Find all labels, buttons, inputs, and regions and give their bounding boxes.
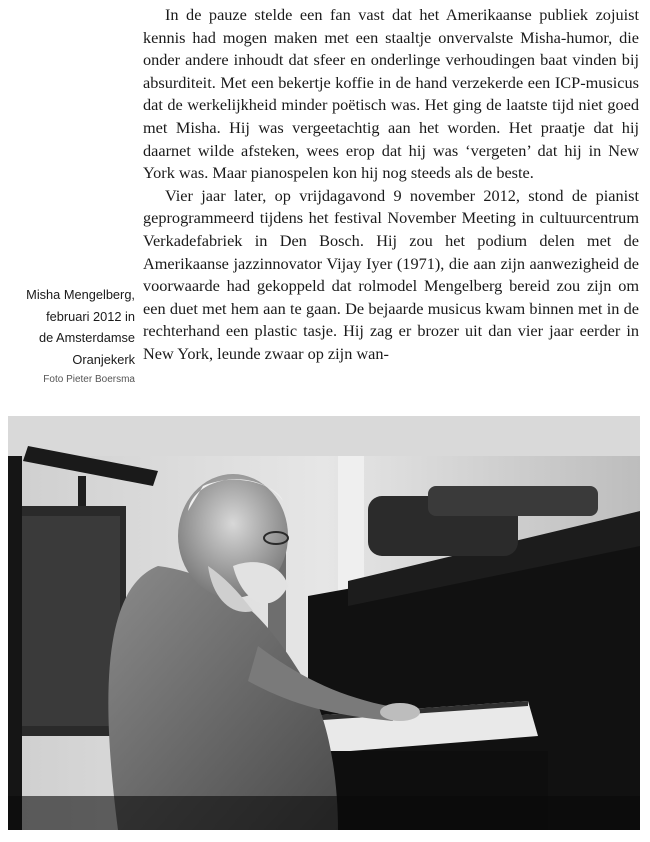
body-paragraph-1: In de pauze stelde een fan vast dat het Amerikaanse publiek zojuist kennis had mogen maken met een staaltje onvervalste Misha-humor, die onder andere inhoudt dat sfeer en onderlinge verhoudingen baat vinden bij absurditeit. Met een bekertje koffie in de hand verzekerde een ICP-musicus dat de werkelijkheid minder poëtisch was. Het ging de laatste tijd niet goed met Misha. Hij was vergeetachtig aan het worden. Het praatje dat hij daarnet wilde afsteken, wees erop dat hij was ‘vergeten’ dat hij in New York was. Maar pianospelen kon hij nog steeds als de beste.	[143, 5, 639, 183]
caption-line: februari 2012 in	[46, 308, 135, 324]
photo-credit: Foto Pieter Boersma	[43, 374, 135, 385]
photo-illustration	[8, 416, 640, 830]
photo-caption	[6, 284, 135, 390]
body-paragraph-2: Vier jaar later, op vrijdagavond 9 november 2012, stond de pianist geprogrammeerd tijdens het festival November Meeting in cultuurcentrum Verkadefabriek in Den Bosch. Hij zou het podium delen met de Amerikaanse jazzinnovator Vijay Iyer (1971), die aan zijn aanwezigheid de voorwaarde had gekoppeld dat rolmodel Mengelberg bereid zou zijn om een duet met hem aan te gaan. De bejaarde musicus kwam binnen met in de rechterhand een plastic tasje. Hij zag er brozer uit dan vier jaar eerder in New York, leunde zwaar op zijn wan-	[143, 185, 639, 363]
photo-pianist	[8, 416, 640, 830]
caption-line: Oranjekerk	[72, 351, 135, 367]
main-text-column	[143, 4, 639, 366]
caption-line: Misha Mengelberg,	[26, 287, 135, 302]
caption-line: de Amsterdamse	[38, 330, 135, 345]
